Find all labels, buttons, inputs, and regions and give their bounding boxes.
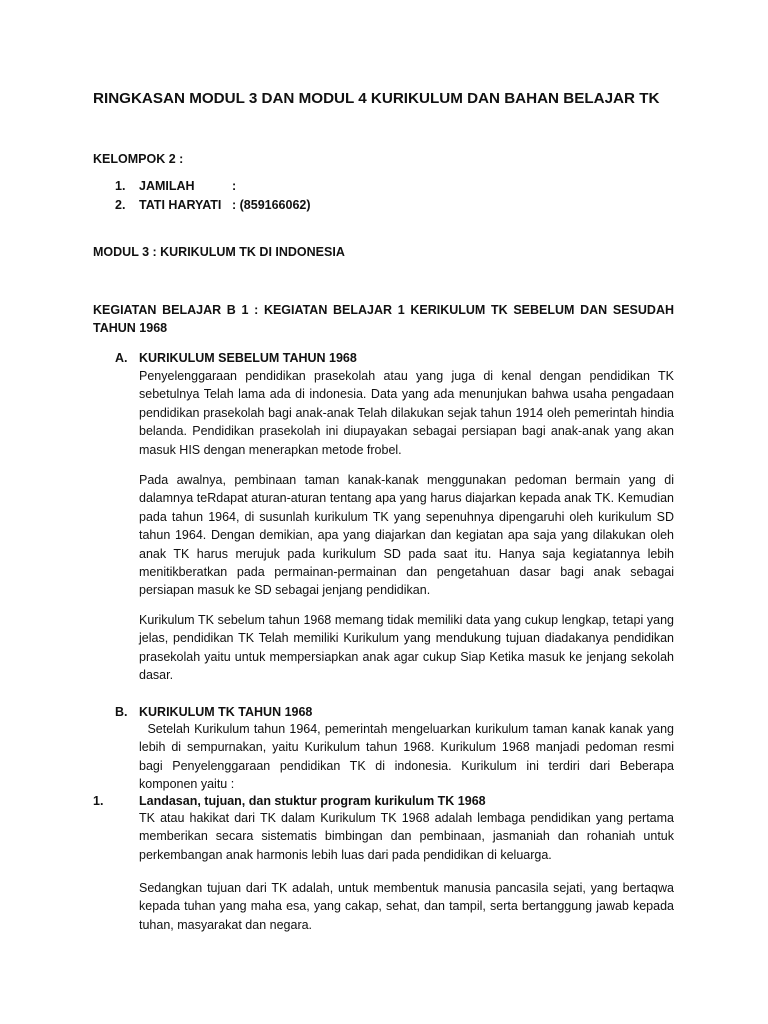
section-a-heading [115,349,357,367]
paragraph-text: Kurikulum TK sebelum tahun 1968 memang tidak memiliki data yang cukup lengkap, tetapi yang jelas, pendidikan TK Telah memiliki Kurikulum yang mendukung tujuan diadakanya pendidikan prasekolah yaitu untuk mempersiapkan anak agar cukup Siap Ketika masuk ke jenjang sekolah dasar. [139,613,674,683]
section-letter: A. [115,351,128,365]
member-item-2 [115,196,311,214]
paragraph-text: Sedangkan tujuan dari TK adalah, untuk membentuk manusia pancasila sejati, yang bertaqwa kepada tuhan yang maha esa, yang cakap, sehat, dan tampil, serta bertanggung jawab kepada tuhan, masyarakat dan negara. [139,881,674,932]
item-title: Landasan, tujuan, dan stuktur program kurikulum TK 1968 [139,794,486,808]
member-name: TATI HARYATI [139,198,222,212]
paragraph-text: Penyelenggaraan pendidikan prasekolah atau yang juga di kenal dengan pendidikan TK sebetulnya Telah lama ada di indonesia. Data yang ada menunjukan bahwa usaha pengadaan pendidikan prasekolah bagi anak-anak Telah dilakukan sejak tahun 1914 oleh pemerintah hindia belanda. Pendidikan prasekolah ini diupayakan sebagai persiapan bagi anak-anak yang akan masuk HIS dengan menerapkan metode frobel. [139,369,674,457]
member-name: JAMILAH [139,179,195,193]
paragraph-text: TK atau hakikat dari TK dalam Kurikulum TK 1968 adalah lembaga pendidikan yang pertama memberikan secara sistematis bimbingan dan pembinaan, jasmaniah dan rohaniah untuk perkembangan anak harmonis lebih luas dari pada pendidikan di keluarga. [139,811,674,862]
section-letter: B. [115,705,128,719]
document-title: RINGKASAN MODUL 3 DAN MODUL 4 KURIKULUM DAN BAHAN BELAJAR TK [93,90,660,107]
section-a-paragraph-1 [139,367,674,459]
section-title: KURIKULUM SEBELUM TAHUN 1968 [139,351,357,365]
section-b-heading [115,703,312,721]
member-item-1 [115,177,236,195]
member-number: 1. [115,179,126,193]
paragraph-text: Pada awalnya, pembinaan taman kanak-kanak menggunakan pedoman bermain yang di dalamnya teRdapat aturan-aturan tentang apa yang harus diajarkan kepada anak TK. Kemudian pada tahun 1964, di susunlah kurikulum TK yang sepenuhnya dipengaruhi oleh kurikulum SD tahun 1964. Dengan demikian, apa yang diajarkan dan kegiatan apa saja yang dilakukan oleh anak TK harus merujuk pada kurikulum SD pada saat itu. Hanya saja kegiatannya lebih menitikberatkan pada permainan-permainan dan pengetahuan dasar bagi anak sebagai persiapan masuk ke SD sebagai jenjang pendidikan. [139,473,674,598]
item-1-heading [93,792,486,810]
group-label: KELOMPOK 2 : [93,152,184,166]
section-a-paragraph-2 [139,471,674,600]
member-detail: : [232,179,237,193]
paragraph-text: Setelah Kurikulum tahun 1964, pemerintah mengeluarkan kurikulum taman kanak kanak yang lebih di sempurnakan, yaitu Kurikulum tahun 1968. Kurikulum 1968 manjadi pedoman resmi bagi Penyelenggaraan pendidikan TK di indonesia. Kurikulum ini terdiri dari Beberapa komponen yaitu : [139,722,678,792]
modul-heading: MODUL 3 : KURIKULUM TK DI INDONESIA [93,245,345,259]
item-number: 1. [93,794,104,808]
section-b-paragraph [139,720,678,794]
item-1-paragraph-2 [139,879,674,934]
item-1-paragraph-1 [139,809,674,864]
member-number: 2. [115,198,126,212]
section-title: KURIKULUM TK TAHUN 1968 [139,705,313,719]
section-a-paragraph-3 [139,611,674,685]
member-detail: : (859166062) [232,198,311,212]
kegiatan-heading: KEGIATAN BELAJAR B 1 : KEGIATAN BELAJAR 1 KERIKULUM TK SEBELUM DAN SESUDAH TAHUN 1968 [93,303,674,336]
